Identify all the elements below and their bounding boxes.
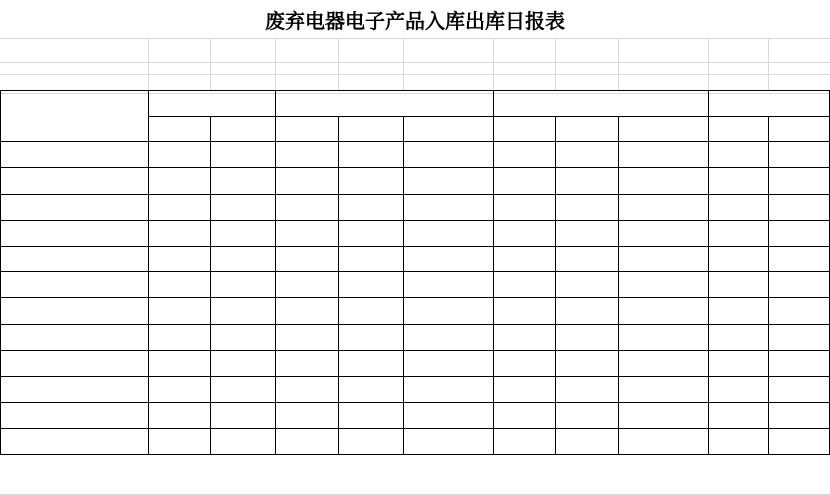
table-border [338, 116, 339, 454]
sheet-gridline [148, 38, 149, 90]
sheet-gridline [0, 62, 830, 63]
table-border [0, 350, 830, 351]
table-border [403, 116, 404, 454]
table-border [210, 116, 211, 454]
table-border [0, 220, 830, 221]
table-border [148, 116, 830, 117]
table-border [618, 116, 619, 454]
table-border [0, 428, 830, 429]
sheet-gridline [0, 93, 830, 94]
table-border [0, 90, 1, 454]
table-border [708, 90, 709, 454]
table-border [148, 90, 149, 454]
table-border [768, 116, 769, 454]
table-border [0, 194, 830, 195]
table-border [0, 246, 830, 247]
table-border [0, 454, 830, 455]
table-border [0, 402, 830, 403]
table-border [0, 324, 830, 325]
sheet-gridline [338, 38, 339, 90]
sheet-gridline [0, 38, 830, 39]
sheet-gridline [493, 38, 494, 90]
sheet-gridline [618, 38, 619, 90]
report-title: 废弃电器电子产品入库出库日报表 [265, 9, 565, 33]
sheet-gridline [768, 38, 769, 90]
table-border [0, 271, 830, 272]
sheet-gridline [210, 38, 211, 90]
table-border [0, 376, 830, 377]
table-border [0, 297, 830, 298]
sheet-gridline [555, 38, 556, 90]
sheet-gridline [275, 38, 276, 90]
sheet-gridline [403, 38, 404, 90]
table-border [493, 90, 494, 454]
sheet-gridline [0, 74, 830, 75]
table-border [0, 141, 830, 142]
table-border [0, 167, 830, 168]
table-border [0, 90, 830, 91]
table-border [275, 90, 276, 454]
sheet-gridline [708, 38, 709, 90]
table-border [555, 116, 556, 454]
